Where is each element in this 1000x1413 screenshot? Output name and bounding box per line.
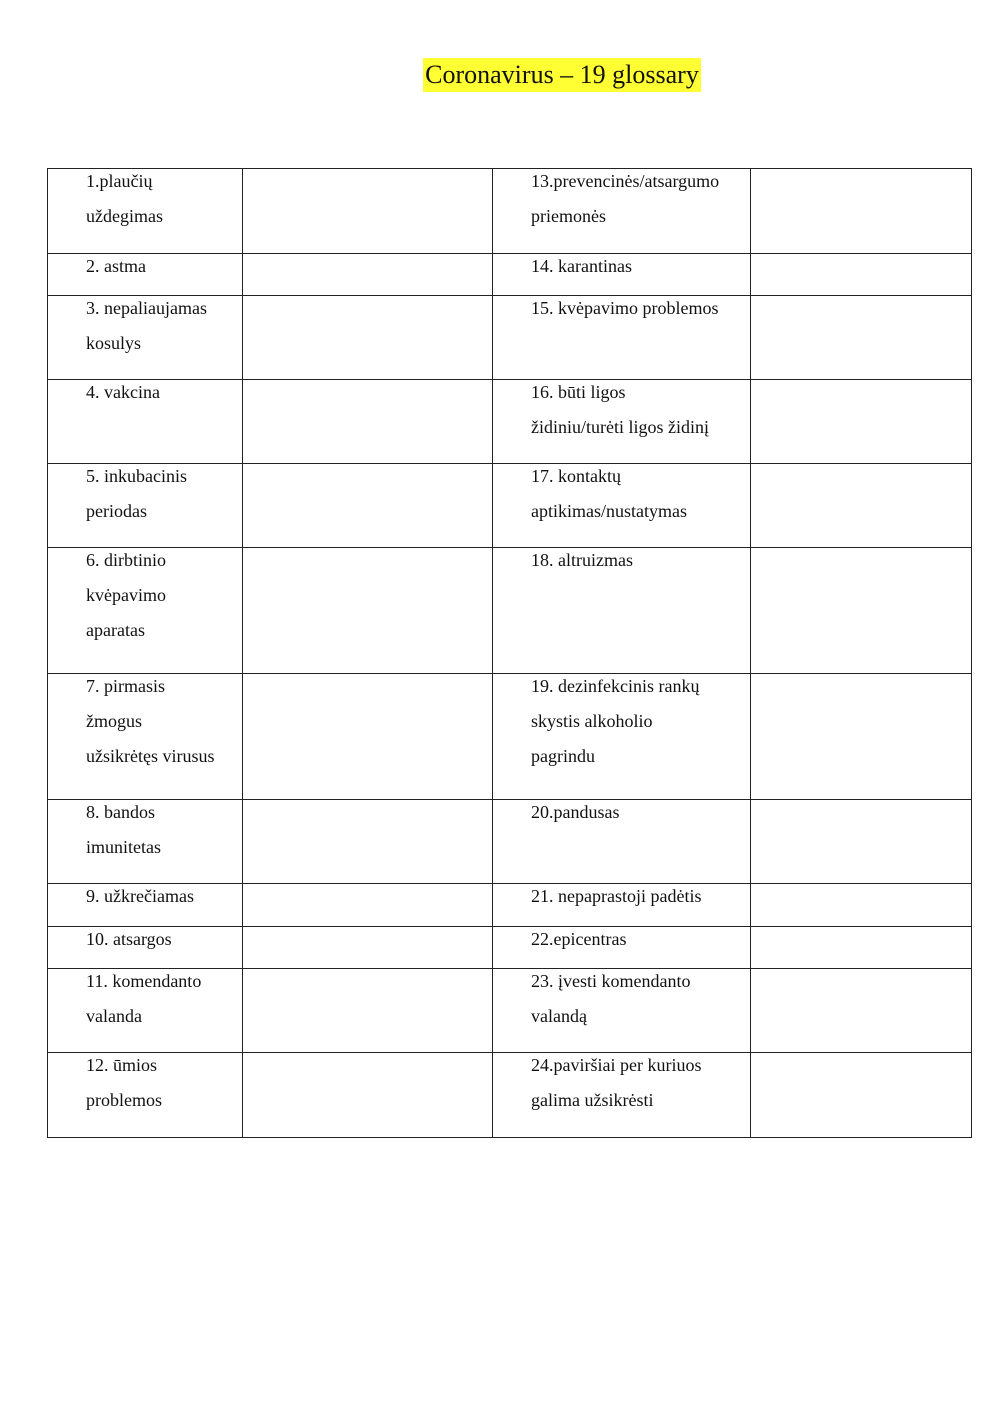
term-text [531, 964, 750, 1034]
term-line: kosulys [86, 333, 142, 353]
term-cell [48, 548, 243, 674]
term-line: 9. užkrečiamas [86, 886, 194, 906]
term-line: 16. būti ligos [531, 382, 626, 402]
answer-cell[interactable] [751, 884, 972, 927]
term-line: 11. komendanto [86, 971, 202, 991]
term-cell [48, 380, 243, 464]
answer-cell[interactable] [243, 969, 493, 1053]
answer-cell[interactable] [751, 296, 972, 380]
term-text [531, 291, 750, 326]
term-line: 4. vakcina [86, 382, 160, 402]
term-line: 22.epicentras [531, 929, 627, 949]
answer-cell[interactable] [751, 464, 972, 548]
term-line: galima užsikrėsti [531, 1090, 654, 1110]
table-row [48, 969, 972, 1053]
answer-cell[interactable] [751, 674, 972, 800]
term-cell [48, 296, 243, 380]
table-row [48, 169, 972, 254]
term-line: imunitetas [86, 837, 161, 857]
term-cell [493, 674, 751, 800]
answer-cell[interactable] [243, 464, 493, 548]
term-line: 1.plaučių [86, 171, 153, 191]
term-cell [48, 800, 243, 884]
table-row [48, 884, 972, 927]
page-title: Coronavirus – 19 glossary [423, 58, 701, 92]
term-cell [48, 1053, 243, 1138]
term-line: kvėpavimo [86, 585, 166, 605]
term-line: 10. atsargos [86, 929, 172, 949]
term-text [86, 879, 242, 914]
term-text [531, 164, 750, 234]
term-text [86, 964, 242, 1034]
term-cell [493, 464, 751, 548]
term-line: 6. dirbtinio [86, 550, 166, 570]
term-line: 13.prevencinės/atsargumo [531, 171, 720, 191]
answer-cell[interactable] [243, 800, 493, 884]
term-line: valandą [531, 1006, 587, 1026]
answer-cell[interactable] [751, 254, 972, 296]
table-row [48, 296, 972, 380]
term-line: aptikimas/nustatymas [531, 501, 687, 521]
term-line: židiniu/turėti ligos židinį [531, 417, 709, 437]
answer-cell[interactable] [751, 548, 972, 674]
term-cell [493, 254, 751, 296]
term-cell [48, 969, 243, 1053]
term-text [86, 375, 242, 410]
term-cell [493, 380, 751, 464]
table-row [48, 674, 972, 800]
term-cell [493, 927, 751, 969]
term-text [86, 922, 242, 957]
term-text [531, 1048, 750, 1118]
term-cell [493, 169, 751, 254]
term-text [531, 249, 750, 284]
term-line: 12. ūmios [86, 1055, 158, 1075]
term-text [86, 459, 242, 529]
term-line: 18. altruizmas [531, 550, 633, 570]
answer-cell[interactable] [243, 254, 493, 296]
term-cell [493, 296, 751, 380]
term-text [86, 543, 242, 648]
term-line: 19. dezinfekcinis rankų [531, 676, 700, 696]
term-cell [493, 1053, 751, 1138]
answer-cell[interactable] [243, 296, 493, 380]
term-line: 24.paviršiai per kuriuos [531, 1055, 702, 1075]
term-cell [48, 464, 243, 548]
term-text [531, 795, 750, 830]
term-line: 7. pirmasis [86, 676, 165, 696]
term-cell [48, 254, 243, 296]
term-line: problemos [86, 1090, 162, 1110]
answer-cell[interactable] [751, 800, 972, 884]
answer-cell[interactable] [243, 169, 493, 254]
term-line: 14. karantinas [531, 256, 632, 276]
table-row [48, 254, 972, 296]
table-row [48, 380, 972, 464]
answer-cell[interactable] [243, 884, 493, 927]
term-line: žmogus [86, 711, 142, 731]
term-line: 3. nepaliaujamas [86, 298, 207, 318]
term-cell [493, 548, 751, 674]
term-line: 2. astma [86, 256, 146, 276]
term-line: pagrindu [531, 746, 595, 766]
answer-cell[interactable] [751, 927, 972, 969]
answer-cell[interactable] [751, 1053, 972, 1138]
table-row [48, 1053, 972, 1138]
term-cell [48, 927, 243, 969]
term-line: 17. kontaktų [531, 466, 621, 486]
term-line: valanda [86, 1006, 142, 1026]
term-cell [48, 884, 243, 927]
term-text [531, 375, 750, 445]
answer-cell[interactable] [243, 548, 493, 674]
answer-cell[interactable] [751, 169, 972, 254]
glossary-body [48, 169, 972, 1138]
term-line: 23. įvesti komendanto [531, 971, 691, 991]
term-line: 21. nepaprastoji padėtis [531, 886, 702, 906]
term-text [86, 249, 242, 284]
table-row [48, 800, 972, 884]
term-line: užsikrėtęs virusus [86, 746, 215, 766]
term-line: 15. kvėpavimo problemos [531, 298, 719, 318]
term-line: skystis alkoholio [531, 711, 653, 731]
title-wrapper [0, 58, 1000, 92]
term-cell [48, 674, 243, 800]
answer-cell[interactable] [243, 380, 493, 464]
term-line: 8. bandos [86, 802, 155, 822]
answer-cell[interactable] [243, 674, 493, 800]
term-line: aparatas [86, 620, 145, 640]
term-line: 5. inkubacinis [86, 466, 187, 486]
term-cell [493, 884, 751, 927]
term-text [531, 922, 750, 957]
term-line: priemonės [531, 206, 606, 226]
answer-cell[interactable] [751, 380, 972, 464]
term-text [531, 879, 750, 914]
table-row [48, 464, 972, 548]
term-text [86, 1048, 242, 1118]
term-line: 20.pandusas [531, 802, 620, 822]
term-text [531, 543, 750, 578]
term-text [531, 669, 750, 774]
term-text [531, 459, 750, 529]
term-cell [493, 800, 751, 884]
term-text [86, 164, 242, 234]
glossary-table [47, 168, 972, 1138]
answer-cell[interactable] [243, 1053, 493, 1138]
term-text [86, 291, 242, 361]
term-line: uždegimas [86, 206, 163, 226]
answer-cell[interactable] [243, 927, 493, 969]
table-row [48, 548, 972, 674]
answer-cell[interactable] [751, 969, 972, 1053]
term-line: periodas [86, 501, 147, 521]
term-cell [48, 169, 243, 254]
term-text [86, 795, 242, 865]
term-text [86, 669, 242, 774]
term-cell [493, 969, 751, 1053]
table-row [48, 927, 972, 969]
